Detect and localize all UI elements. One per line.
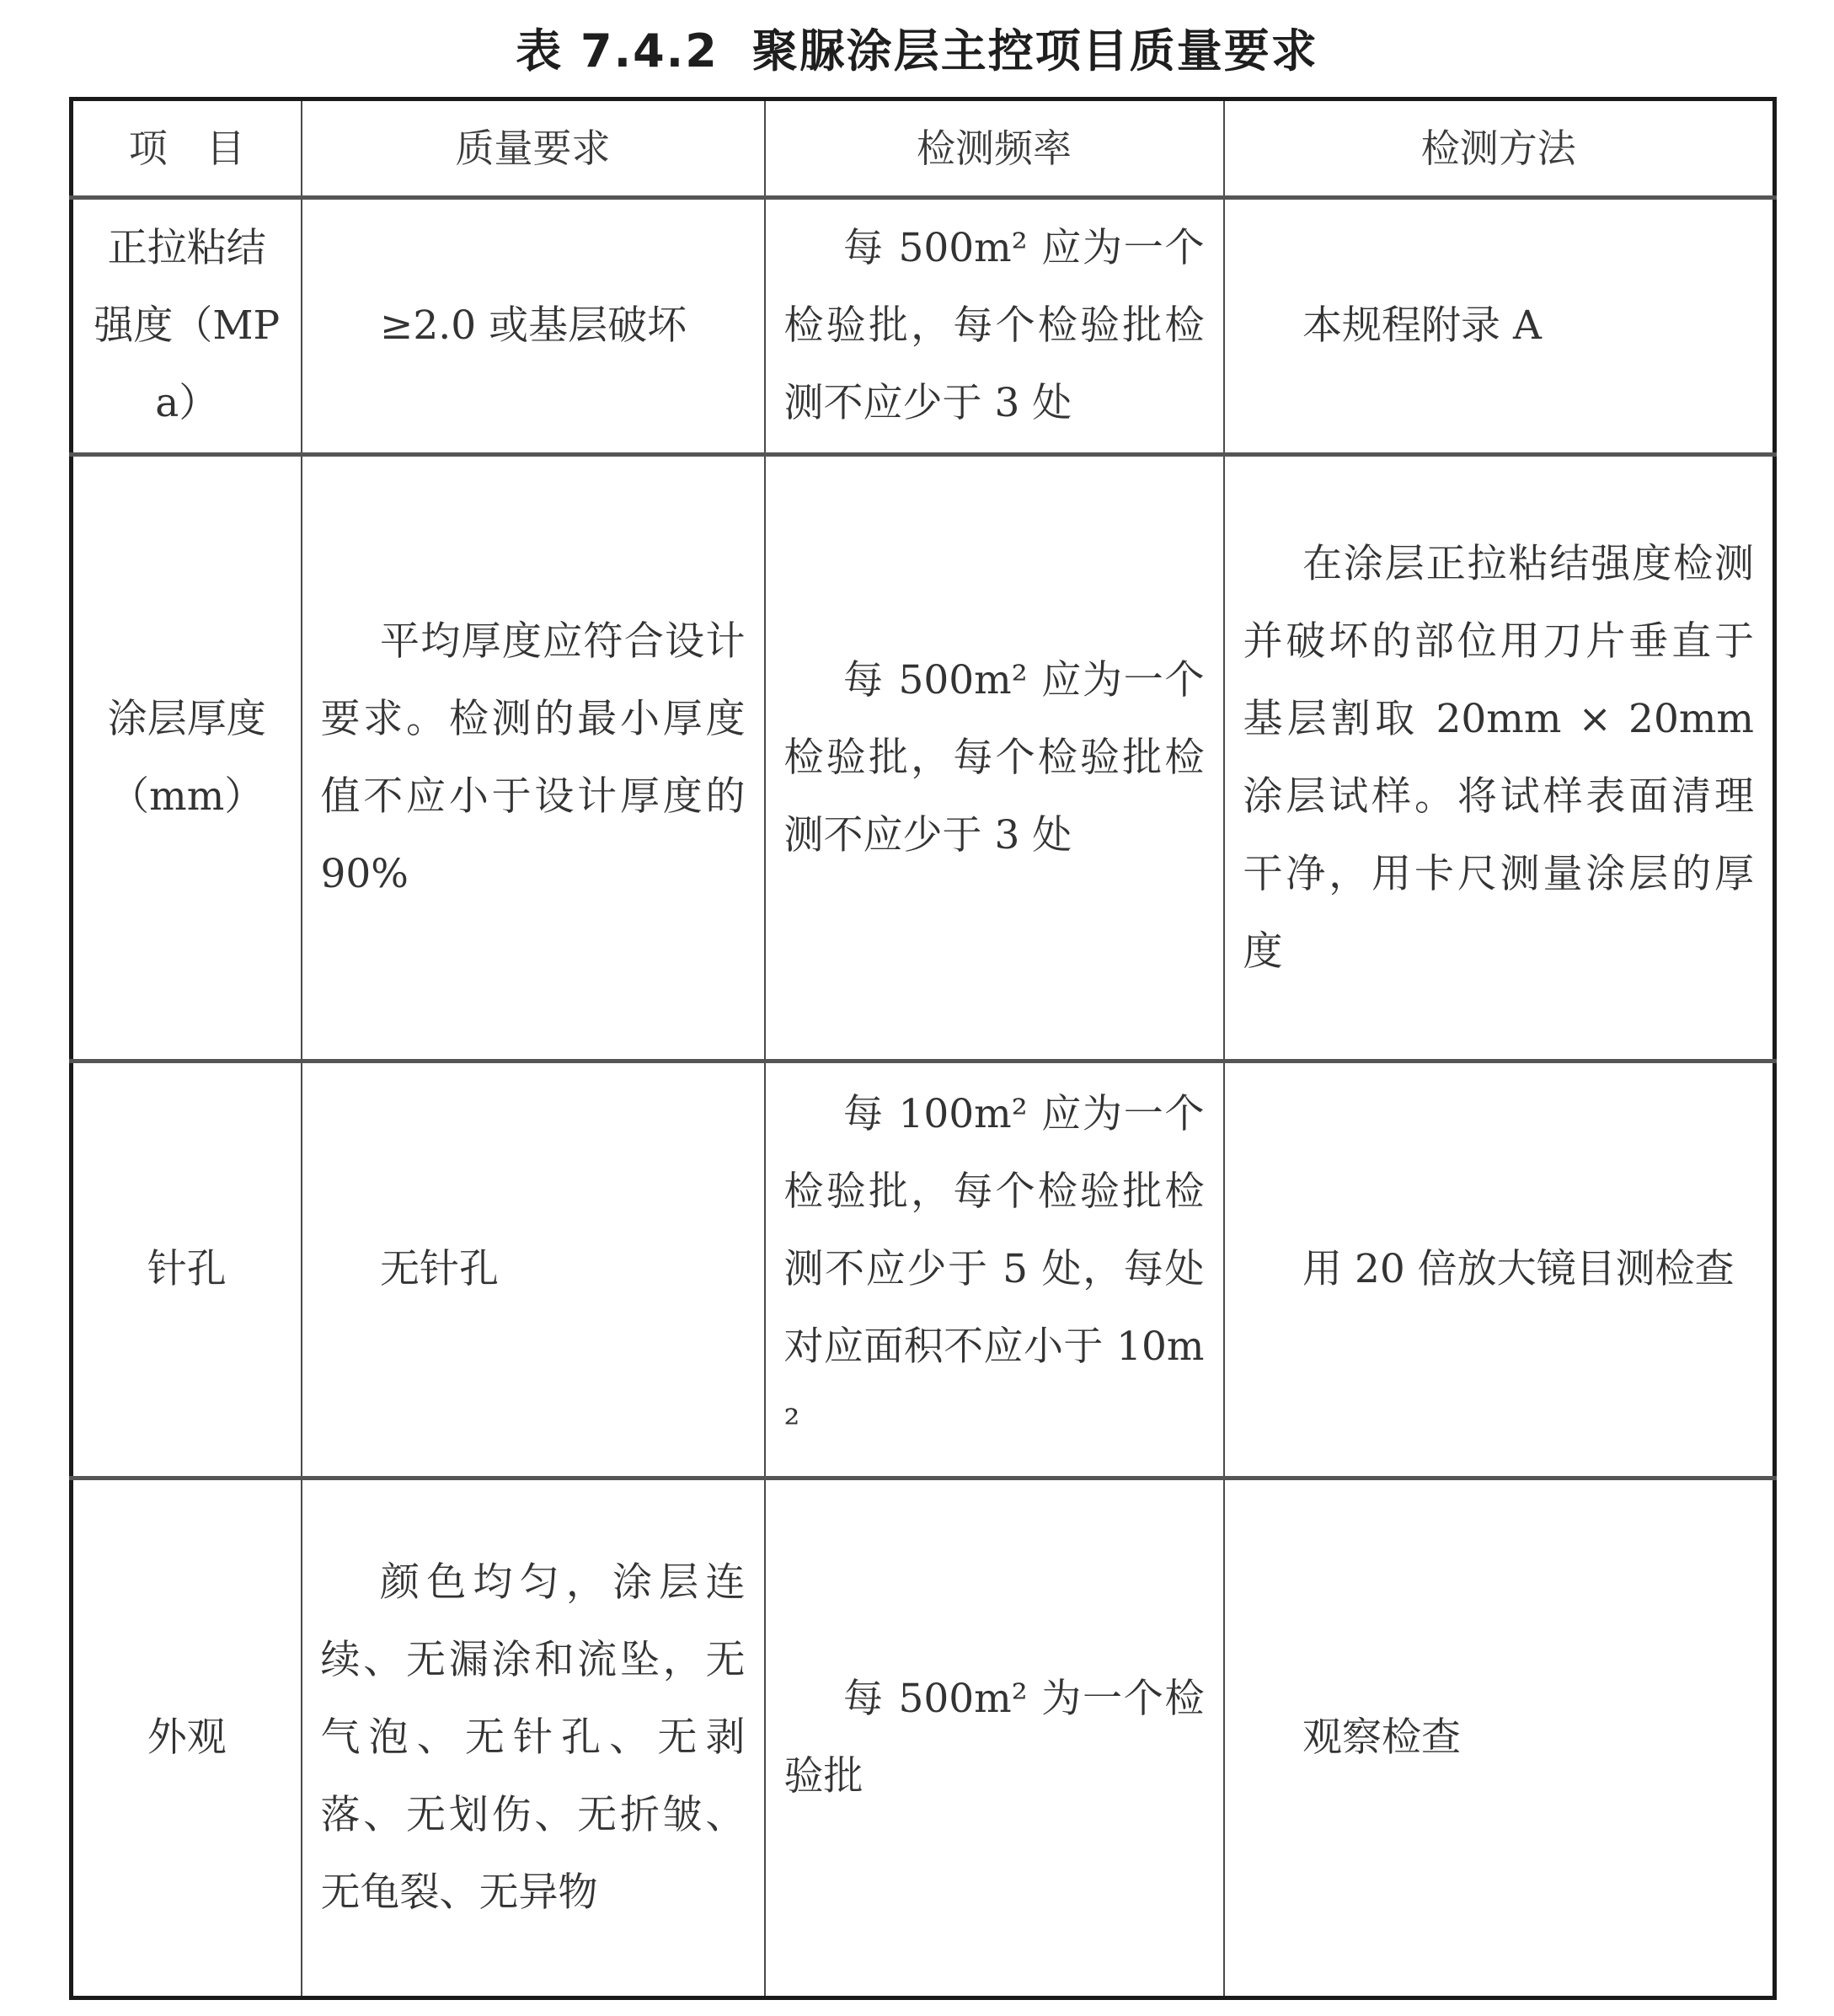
cell-requirement: 颜色均匀，涂层连续、无漏涂和流坠，无气泡、无针孔、无剥落、无划伤、无折皱、无龟裂、无异物 xyxy=(302,1479,765,1998)
cell-method: 在涂层正拉粘结强度检测并破坏的部位用刀片垂直于基层割取 20mm × 20mm 涂层试样。将试样表面清理干净，用卡尺测量涂层的厚度 xyxy=(1224,455,1775,1061)
table-title: 聚脲涂层主控项目质量要求 xyxy=(751,24,1318,78)
table-row xyxy=(72,455,1775,1061)
header-frequency: 检测频率 xyxy=(765,99,1224,198)
header-item: 项 目 xyxy=(72,99,302,198)
cell-item: 正拉粘结强度（MPa） xyxy=(72,198,302,455)
cell-method: 用 20 倍放大镜目测检查 xyxy=(1224,1061,1775,1479)
cell-frequency: 每 500m² 应为一个检验批，每个检验批检测不应少于 3 处 xyxy=(765,455,1224,1061)
cell-frequency: 每 500m² 为一个检验批 xyxy=(765,1479,1224,1998)
cell-requirement: 无针孔 xyxy=(302,1061,765,1479)
table-number: 表 7.4.2 xyxy=(516,24,719,78)
cell-requirement: 平均厚度应符合设计要求。检测的最小厚度值不应小于设计厚度的 90% xyxy=(302,455,765,1061)
cell-item: 外观 xyxy=(72,1479,302,1998)
cell-method: 本规程附录 A xyxy=(1224,198,1775,455)
table-row xyxy=(72,198,1775,455)
cell-frequency: 每 100m² 应为一个检验批，每个检验批检测不应少于 5 处，每处对应面积不应小于 10m² xyxy=(765,1061,1224,1479)
cell-item: 针孔 xyxy=(72,1061,302,1479)
header-requirement: 质量要求 xyxy=(302,99,765,198)
cell-method: 观察检查 xyxy=(1224,1479,1775,1998)
cell-item: 涂层厚度（mm） xyxy=(72,455,302,1061)
cell-frequency: 每 500m² 应为一个检验批，每个检验批检测不应少于 3 处 xyxy=(765,198,1224,455)
table-caption xyxy=(0,15,1834,80)
quality-requirements-table xyxy=(69,97,1777,2000)
header-row xyxy=(72,99,1775,198)
header-method: 检测方法 xyxy=(1224,99,1775,198)
cell-requirement: ≥2.0 或基层破坏 xyxy=(302,198,765,455)
table-row xyxy=(72,1061,1775,1479)
table-row xyxy=(72,1479,1775,1998)
